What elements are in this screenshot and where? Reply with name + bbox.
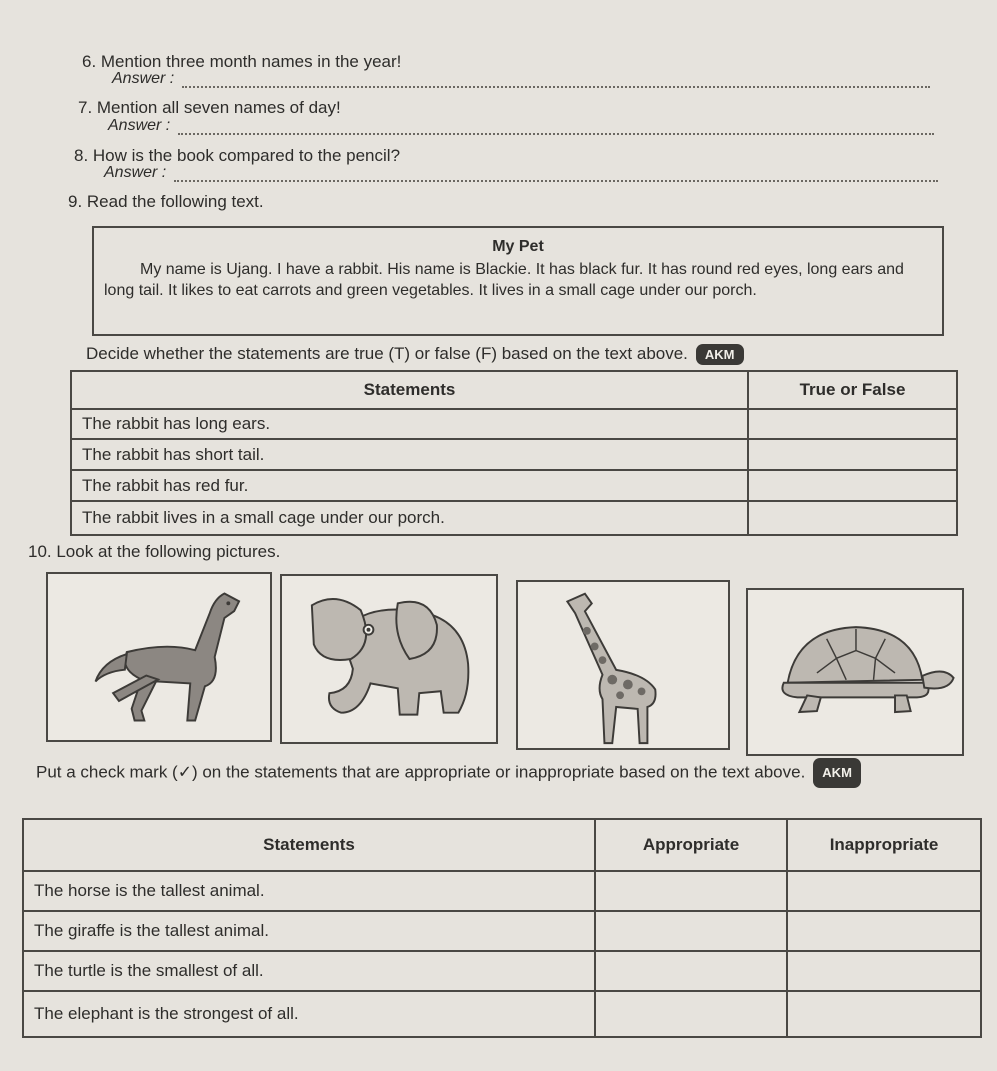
answer-cell[interactable]	[748, 470, 957, 501]
inappropriate-checkbox-cell[interactable]	[787, 991, 981, 1037]
akm-badge: AKM	[813, 758, 861, 788]
answer-label: Answer :	[104, 164, 167, 181]
answer-line-6	[112, 70, 930, 88]
appropriate-checkbox-cell[interactable]	[595, 991, 787, 1037]
text-title: My Pet	[492, 238, 544, 255]
table-row	[23, 951, 981, 991]
header-true-or-false: True or False	[748, 371, 957, 409]
statement-cell: The rabbit has long ears.	[71, 409, 748, 439]
statement-cell: The elephant is the strongest of all.	[23, 991, 595, 1037]
appropriate-checkbox-cell[interactable]	[595, 951, 787, 991]
instruction-text: Put a check mark (✓) on the statements that are appropriate or inappropriate based on the text above.	[36, 762, 806, 782]
text-body: My name is Ujang. I have a rabbit. His name is Blackie. It has black fur. It has round red eyes, long ears and long tail. It likes to eat carrots and green vegetables. It lives in a small cage under our porch.	[104, 261, 904, 299]
horse-picture	[46, 572, 272, 742]
table-row	[71, 470, 957, 501]
question-8: 8. How is the book compared to the pencil?	[74, 146, 401, 165]
turtle-picture	[746, 588, 964, 756]
question-9: 9. Read the following text.	[68, 192, 264, 211]
horse-icon	[48, 574, 270, 740]
table-row	[71, 409, 957, 439]
elephant-picture	[280, 574, 498, 744]
answer-cell[interactable]	[748, 439, 957, 470]
question-7: 7. Mention all seven names of day!	[78, 98, 341, 117]
statement-cell: The rabbit has red fur.	[71, 470, 748, 501]
instruction-9	[86, 344, 744, 365]
statement-cell: The rabbit has short tail.	[71, 439, 748, 470]
answer-cell[interactable]	[748, 501, 957, 535]
inappropriate-checkbox-cell[interactable]	[787, 911, 981, 951]
table-row	[23, 871, 981, 911]
header-statements: Statements	[23, 819, 595, 871]
giraffe-icon	[518, 582, 728, 748]
true-false-table	[70, 370, 958, 536]
statement-cell: The giraffe is the tallest animal.	[23, 911, 595, 951]
answer-cell[interactable]	[748, 409, 957, 439]
akm-badge: AKM	[696, 344, 744, 365]
statement-cell: The rabbit lives in a small cage under our porch.	[71, 501, 748, 535]
answer-label: Answer :	[108, 117, 171, 134]
question-10: 10. Look at the following pictures.	[28, 542, 281, 561]
inappropriate-checkbox-cell[interactable]	[787, 951, 981, 991]
turtle-icon	[748, 590, 962, 754]
header-inappropriate: Inappropriate	[787, 819, 981, 871]
elephant-icon	[282, 576, 496, 742]
header-appropriate: Appropriate	[595, 819, 787, 871]
inappropriate-checkbox-cell[interactable]	[787, 871, 981, 911]
answer-line-8	[104, 164, 938, 182]
header-statements: Statements	[71, 371, 748, 409]
table-row	[23, 991, 981, 1037]
appropriate-table	[22, 818, 982, 1038]
statement-cell: The horse is the tallest animal.	[23, 871, 595, 911]
giraffe-picture	[516, 580, 730, 750]
table-row	[71, 501, 957, 535]
answer-line-7	[108, 117, 934, 135]
answer-label: Answer :	[112, 70, 175, 87]
appropriate-checkbox-cell[interactable]	[595, 871, 787, 911]
table-row	[23, 911, 981, 951]
instruction-10	[36, 758, 976, 788]
statement-cell: The turtle is the smallest of all.	[23, 951, 595, 991]
question-6: 6. Mention three month names in the year!	[82, 52, 402, 71]
reading-text-box	[92, 226, 944, 336]
table-row	[71, 439, 957, 470]
appropriate-checkbox-cell[interactable]	[595, 911, 787, 951]
instruction-text: Decide whether the statements are true (T) or false (F) based on the text above.	[86, 344, 688, 363]
